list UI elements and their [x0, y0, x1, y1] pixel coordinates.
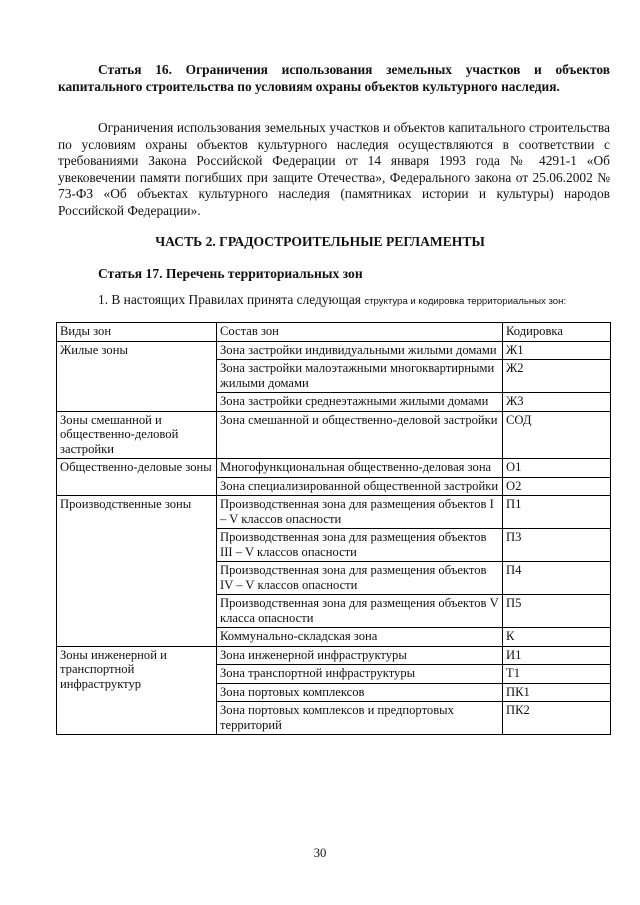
zone-name-cell: Зона портовых комплексов и предпортовых территорий	[217, 702, 503, 735]
zone-name-cell: Производственная зона для размещения объектов V класса опасности	[217, 595, 503, 628]
zone-code-cell: Т1	[503, 665, 611, 684]
table-row	[57, 646, 611, 665]
table-row	[57, 459, 611, 478]
zone-code-cell: П3	[503, 529, 611, 562]
zone-group-cell: Зоны смешанной и общественно-деловой застройки	[57, 411, 217, 459]
zone-code-cell: О1	[503, 459, 611, 478]
zone-group-cell: Жилые зоны	[57, 341, 217, 411]
page-number: 30	[313, 846, 327, 860]
zone-code-cell: К	[503, 628, 611, 647]
table-header-row	[57, 323, 611, 342]
table-body	[57, 341, 611, 735]
header-zone-composition: Состав зон	[217, 323, 503, 342]
article-17-intro	[58, 292, 618, 309]
zone-name-cell: Зона застройки индивидуальными жилыми домами	[217, 341, 503, 360]
zone-code-cell: П4	[503, 562, 611, 595]
article-16-body: Ограничения использования земельных участков и объектов капитального строительства по условиям охраны объектов культурного наследия осуществляются в соответствии с требованиями Закона Российской Федерации от 14 января 1993 года № 4291-1 «Об увековечении памяти погибших при защите Отечества», Федерального закона от 25.06.2002 № 73-ФЗ «Об объектах культурного наследия (памятниках истории и культуры) народов Российской Федерации».	[58, 120, 610, 218]
zone-group-cell: Общественно-деловые зоны	[57, 459, 217, 496]
zone-name-cell: Многофункциональная общественно-деловая зона	[217, 459, 503, 478]
zone-name-cell: Зона смешанной и общественно-деловой застройки	[217, 411, 503, 459]
zone-group-cell: Производственные зоны	[57, 496, 217, 647]
zone-code-cell: Ж3	[503, 393, 611, 412]
zone-name-cell: Зона инженерной инфраструктуры	[217, 646, 503, 665]
table-row	[57, 496, 611, 529]
zone-code-cell: СОД	[503, 411, 611, 459]
article-17-title: Статья 17. Перечень территориальных зон	[98, 266, 363, 281]
zone-name-cell: Производственная зона для размещения объектов I – V классов опасности	[217, 496, 503, 529]
zone-code-cell: И1	[503, 646, 611, 665]
zone-group-cell: Зоны инженерной и транспортной инфраструктур	[57, 646, 217, 735]
header-zone-types: Виды зон	[57, 323, 217, 342]
header-zone-code: Кодировка	[503, 323, 611, 342]
zone-code-cell: П5	[503, 595, 611, 628]
zone-code-cell: Ж2	[503, 360, 611, 393]
zone-name-cell: Зона застройки среднеэтажными жилыми домами	[217, 393, 503, 412]
zone-code-cell: ПК1	[503, 683, 611, 702]
zone-code-cell: П1	[503, 496, 611, 529]
table-row	[57, 411, 611, 459]
zone-code-cell: О2	[503, 477, 611, 496]
intro-lead-text: 1. В настоящих Правилах принята следующая	[98, 292, 361, 307]
zone-name-cell: Зона портовых комплексов	[217, 683, 503, 702]
zone-code-cell: Ж1	[503, 341, 611, 360]
zone-name-cell: Зона застройки малоэтажными многоквартирными жилыми домами	[217, 360, 503, 393]
zone-name-cell: Производственная зона для размещения объектов III – V классов опасности	[217, 529, 503, 562]
zone-name-cell: Производственная зона для размещения объектов IV – V классов опасности	[217, 562, 503, 595]
zone-name-cell: Зона специализированной общественной застройки	[217, 477, 503, 496]
table-row	[57, 341, 611, 360]
zones-table	[56, 322, 611, 735]
article-16-title: Статья 16. Ограничения использования земельных участков и объектов капитального строительства по условиям охраны объектов культурного наследия.	[58, 62, 610, 94]
intro-small-text: структура и кодировка территориальных зон:	[364, 296, 567, 307]
zone-name-cell: Зона транспортной инфраструктуры	[217, 665, 503, 684]
zone-code-cell: ПК2	[503, 702, 611, 735]
part-2-heading: ЧАСТЬ 2. ГРАДОСТРОИТЕЛЬНЫЕ РЕГЛАМЕНТЫ	[155, 234, 485, 249]
zone-name-cell: Коммунально-складская зона	[217, 628, 503, 647]
